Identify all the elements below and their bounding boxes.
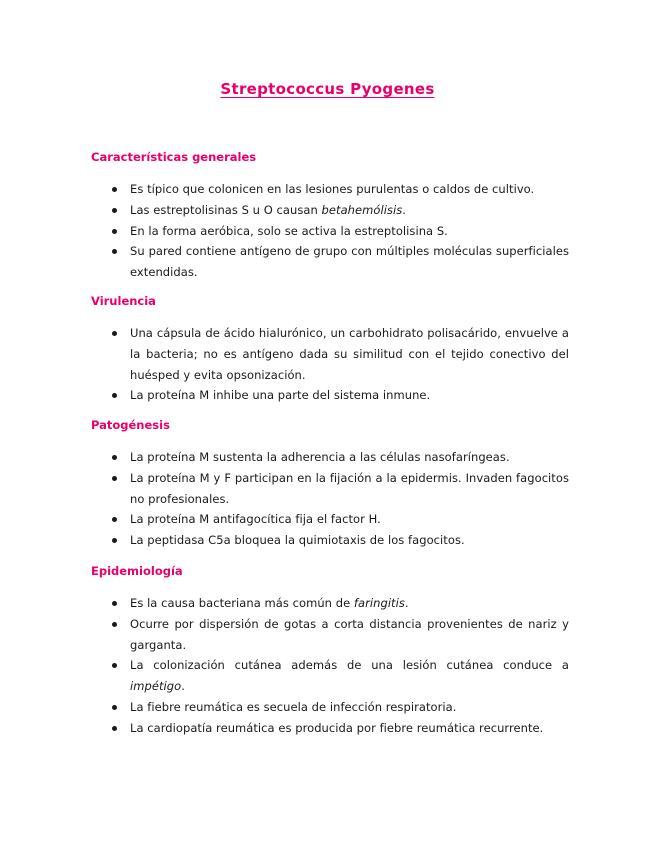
bullet-icon: [112, 229, 117, 234]
list-item: [91, 241, 569, 283]
list-item: [91, 221, 569, 242]
item-text: La proteína M y F participan en la fijación a la epidermis. Invaden fagocitos no profesionales.: [130, 470, 569, 506]
item-text: La peptidasa C5a bloquea la quimiotaxis de los fagocitos.: [130, 533, 465, 548]
bullet-icon: [112, 476, 117, 481]
item-text-post: .: [404, 596, 409, 610]
bullet-icon: [112, 517, 117, 522]
bullet-icon: [112, 538, 117, 543]
bullet-list: [91, 447, 569, 551]
item-text-pre: Las estreptolisinas S u O causan: [130, 202, 322, 217]
list-item: [91, 323, 569, 385]
item-text-emphasis: betahemólisis: [321, 202, 403, 217]
item-text: Su pared contiene antígeno de grupo con múltiples moléculas superficiales extendidas.: [130, 244, 569, 280]
item-text: Ocurre por dispersión de gotas a corta distancia provenientes de nariz y garganta.: [130, 616, 569, 652]
section-heading: Características generales: [91, 150, 257, 164]
bullet-list: [91, 179, 569, 283]
bullet-icon: [112, 663, 117, 668]
item-text: La fiebre reumática es secuela de infección respiratoria.: [130, 699, 457, 714]
list-item: [91, 509, 569, 530]
item-text: En la forma aeróbica, solo se activa la estreptolisina S.: [130, 223, 448, 238]
list-item: [91, 614, 569, 656]
item-text: La cardiopatía reumática es producida por fiebre reumática recurrente.: [130, 720, 544, 735]
section-epidemiologia: [91, 563, 569, 739]
section-heading: Virulencia: [91, 294, 156, 308]
item-text-emphasis: faringitis: [353, 596, 405, 610]
list-item: [91, 697, 569, 718]
item-text-emphasis: impétigo: [130, 679, 182, 694]
item-text-pre: La colonización cutánea además de una lesión cutánea conduce a: [130, 658, 569, 673]
bullet-list: [91, 323, 569, 406]
list-item: [91, 718, 569, 739]
bullet-list: [91, 593, 569, 739]
list-item: [91, 593, 569, 614]
list-item: [91, 447, 569, 468]
item-text-post: .: [402, 202, 407, 217]
item-text: La proteína M sustenta la adherencia a las células nasofaríngeas.: [130, 450, 510, 464]
section-caracteristicas-generales: [91, 149, 569, 283]
bullet-icon: [112, 393, 117, 398]
bullet-icon: [112, 331, 117, 336]
list-item: [91, 385, 569, 406]
list-item: [91, 200, 569, 221]
list-item: [91, 530, 569, 551]
item-text: Una cápsula de ácido hialurónico, un carbohidrato polisacárido, envuelve a la bacteria; no es antígeno dada su similitud con el tejido conectivo del huésped y evita opsonización.: [130, 326, 569, 382]
bullet-icon: [112, 622, 117, 627]
section-heading: Patogénesis: [91, 418, 170, 432]
bullet-icon: [112, 187, 117, 192]
item-text: La proteína M antifagocítica fija el factor H.: [130, 512, 381, 527]
bullet-icon: [112, 208, 117, 213]
list-item: [91, 468, 569, 510]
bullet-icon: [112, 705, 117, 710]
section-heading: Epidemiología: [91, 564, 183, 578]
document-title: Streptococcus Pyogenes: [220, 80, 435, 98]
bullet-icon: [112, 455, 117, 460]
bullet-icon: [112, 249, 117, 254]
bullet-icon: [112, 726, 117, 731]
section-virulencia: [91, 293, 569, 406]
item-text-post: .: [181, 679, 185, 694]
list-item: [91, 179, 569, 200]
item-text: Es típico que colonicen en las lesiones purulentas o caldos de cultivo.: [130, 182, 535, 196]
section-patogenesis: [91, 417, 569, 551]
item-text-pre: Es la causa bacteriana más común de: [130, 596, 354, 610]
item-text: La proteína M inhibe una parte del sistema inmune.: [130, 388, 431, 403]
list-item: [91, 655, 569, 697]
bullet-icon: [112, 601, 117, 606]
